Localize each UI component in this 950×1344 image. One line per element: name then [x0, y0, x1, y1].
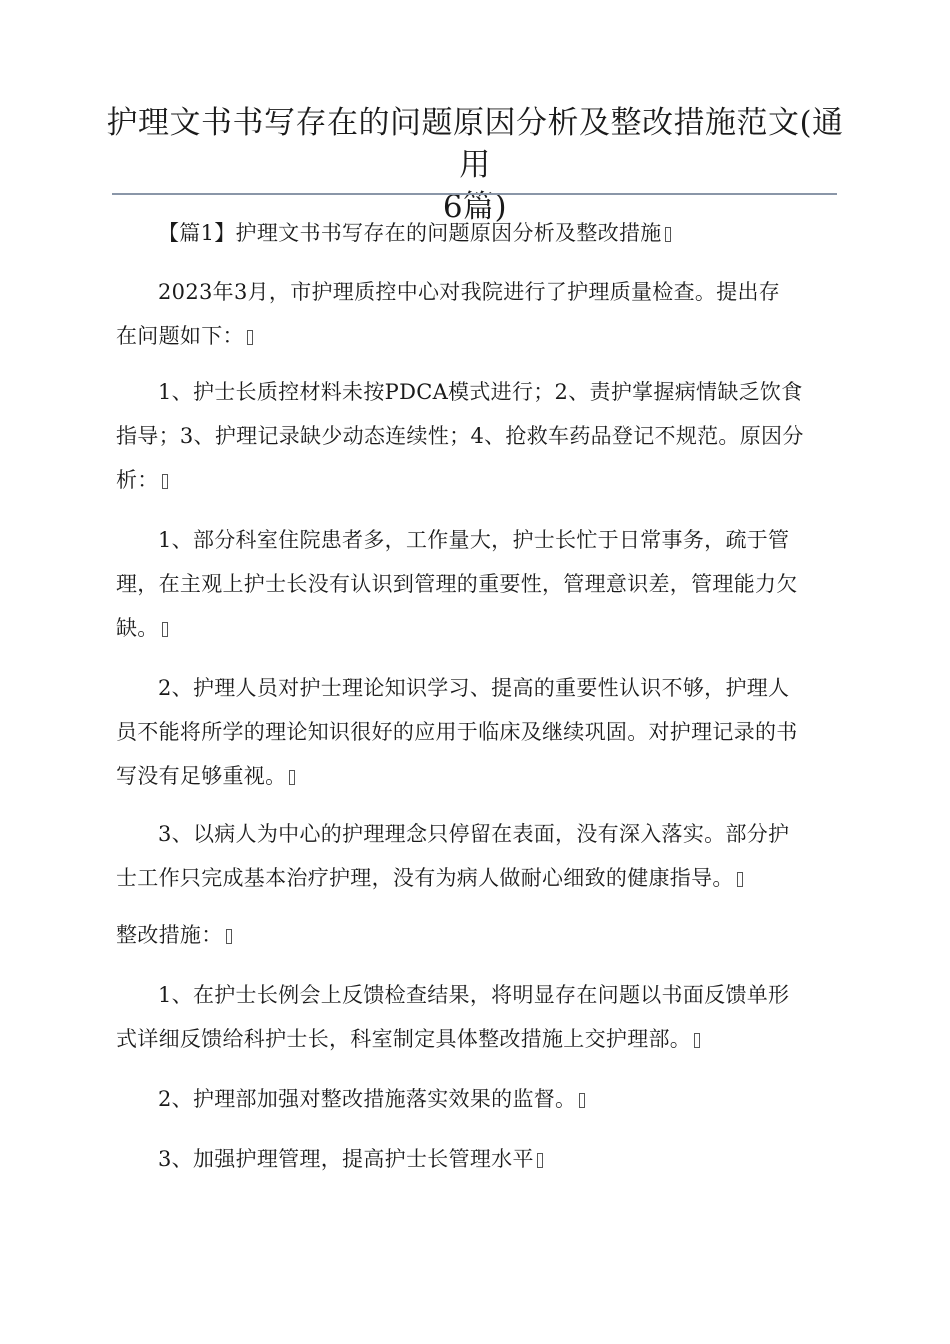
paragraph-line: 员不能将所学的理论知识很好的应用于临床及继续巩固。对护理记录的书 — [116, 720, 798, 744]
document-title — [100, 102, 850, 228]
paragraph-problems — [116, 370, 836, 502]
paragraph-cause-3 — [116, 812, 836, 900]
paragraph-line: 1、护士长质控材料未按PDCA模式进行；2、责护掌握病情缺乏饮食 — [158, 380, 803, 404]
paragraph-mark-icon — [226, 929, 232, 944]
paragraph-mark-icon — [247, 330, 253, 345]
paragraph-cause-2 — [116, 666, 836, 798]
paragraph-line: 2、护理部加强对整改措施落实效果的监督。 — [158, 1087, 577, 1111]
paragraph-measure-1 — [116, 973, 836, 1061]
title-divider — [112, 193, 837, 195]
paragraph-measure-2 — [116, 1077, 836, 1121]
paragraph-line: 【篇1】护理文书书写存在的问题原因分析及整改措施 — [158, 221, 662, 245]
paragraph-measure-3 — [116, 1137, 836, 1181]
title-line-2: 6篇) — [442, 189, 508, 225]
paragraph-line: 指导；3、护理记录缺少动态连续性；4、抢救车药品登记不规范。原因分 — [116, 424, 804, 448]
paragraph-mark-icon — [694, 1033, 700, 1048]
paragraph-line: 2、护理人员对护士理论知识学习、提高的重要性认识不够，护理人 — [158, 676, 790, 700]
title-line-1: 护理文书书写存在的问题原因分析及整改措施范文(通用 — [106, 105, 844, 183]
paragraph-line: 整改措施： — [116, 923, 223, 947]
paragraph-line: 2023年3月，市护理质控中心对我院进行了护理质量检查。提出存 — [158, 280, 781, 304]
paragraph-mark-icon — [289, 770, 295, 785]
paragraph-line: 缺。 — [116, 616, 159, 640]
paragraph-line: 3、以病人为中心的护理理念只停留在表面，没有深入落实。部分护 — [158, 822, 790, 846]
paragraph-mark-icon — [665, 227, 671, 242]
paragraph-line: 式详细反馈给科护士长，科室制定具体整改措施上交护理部。 — [116, 1027, 692, 1051]
paragraph-line: 3、加强护理管理，提高护士长管理水平 — [158, 1147, 534, 1171]
paragraph-mark-icon — [162, 622, 168, 637]
paragraph-inspection — [116, 270, 836, 358]
paragraph-line: 析： — [116, 468, 159, 492]
paragraph-mark-icon — [537, 1153, 543, 1168]
measures-heading — [116, 913, 836, 957]
chapter-heading — [116, 211, 878, 255]
paragraph-line: 1、在护士长例会上反馈检查结果，将明显存在问题以书面反馈单形 — [158, 983, 790, 1007]
paragraph-line: 1、部分科室住院患者多，工作量大，护士长忙于日常事务，疏于管 — [158, 528, 790, 552]
paragraph-line: 写没有足够重视。 — [116, 764, 287, 788]
paragraph-line: 理，在主观上护士长没有认识到管理的重要性，管理意识差，管理能力欠 — [116, 572, 798, 596]
paragraph-line: 士工作只完成基本治疗护理，没有为病人做耐心细致的健康指导。 — [116, 866, 734, 890]
paragraph-line: 在问题如下： — [116, 324, 244, 348]
paragraph-mark-icon — [579, 1093, 585, 1108]
paragraph-mark-icon — [162, 474, 168, 489]
paragraph-mark-icon — [737, 872, 743, 887]
paragraph-cause-1 — [116, 518, 836, 650]
